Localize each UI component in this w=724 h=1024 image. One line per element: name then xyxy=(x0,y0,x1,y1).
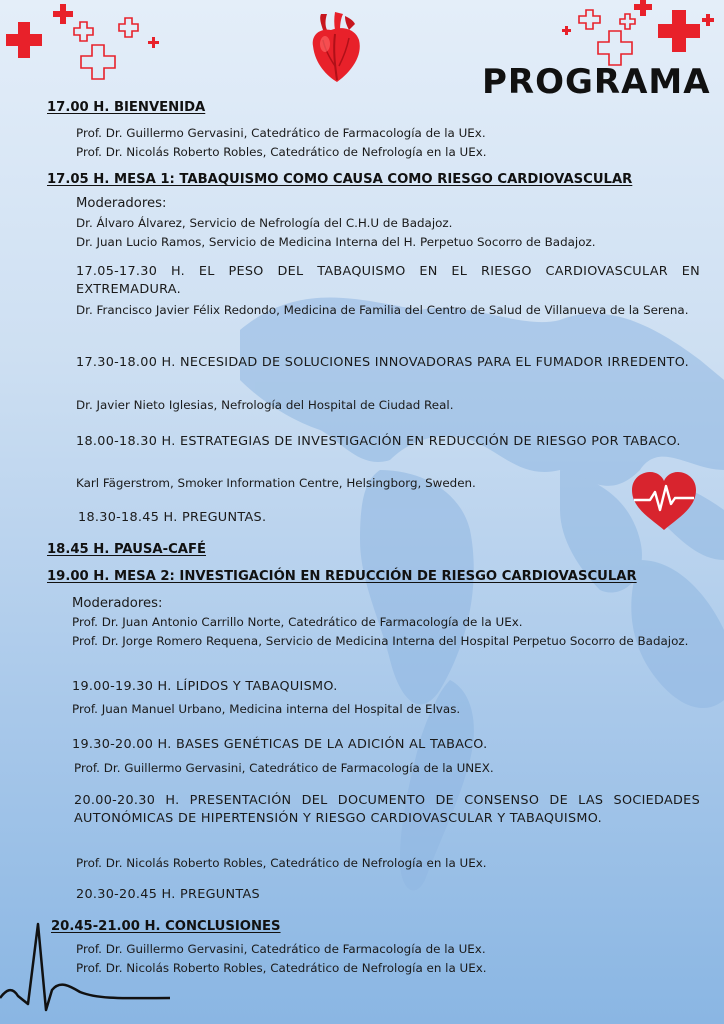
speaker-line: Prof. Dr. Guillermo Gervasini, Catedrático de Farmacología de la UEx. xyxy=(76,126,486,140)
talk-speaker: Prof. Dr. Nicolás Roberto Robles, Catedrático de Nefrología en la UEx. xyxy=(76,856,487,870)
section-heading-mesa-1: 17.05 H. MESA 1: TABAQUISMO COMO CAUSA COMO RIESGO CARDIOVASCULAR xyxy=(47,172,633,187)
moderator-line: Prof. Dr. Juan Antonio Carrillo Norte, Catedrático de Farmacología de la UEx. xyxy=(72,615,523,629)
speaker-line: Prof. Dr. Nicolás Roberto Robles, Catedrático de Nefrología en la UEx. xyxy=(76,961,487,975)
talk-speaker: Dr. Javier Nieto Iglesias, Nefrología del Hospital de Ciudad Real. xyxy=(76,398,454,412)
heart-pulse-icon xyxy=(630,470,698,532)
section-heading-conclusiones: 20.45-21.00 H. CONCLUSIONES xyxy=(51,919,281,934)
section-heading-pausa-cafe: 18.45 H. PAUSA-CAFÉ xyxy=(47,542,206,557)
moderator-line: Dr. Juan Lucio Ramos, Servicio de Medicina Interna del H. Perpetuo Socorro de Badajoz. xyxy=(76,235,596,249)
moderator-line: Prof. Dr. Jorge Romero Requena, Servicio de Medicina Interna del Hospital Perpetuo Socorro de Badajoz. xyxy=(72,634,689,648)
talk-title: 17.05-17.30 H. EL PESO DEL TABAQUISMO EN EL RIESGO CARDIOVASCULAR EN EXTREMADURA. xyxy=(76,264,700,297)
page-title: PROGRAMA xyxy=(482,62,711,102)
talk-title: 18.00-18.30 H. ESTRATEGIAS DE INVESTIGACIÓN EN REDUCCIÓN DE RIESGO POR TABACO. xyxy=(76,434,681,449)
talk-speaker: Prof. Dr. Guillermo Gervasini, Catedrático de Farmacología de la UNEX. xyxy=(74,761,494,775)
talk-speaker: Prof. Juan Manuel Urbano, Medicina interna del Hospital de Elvas. xyxy=(72,702,461,716)
speaker-line: Prof. Dr. Guillermo Gervasini, Catedrático de Farmacología de la UEx. xyxy=(76,942,486,956)
talk-title: 20.30-20.45 H. PREGUNTAS xyxy=(76,887,260,902)
moderators-label: Moderadores: xyxy=(72,596,163,611)
section-heading-mesa-2: 19.00 H. MESA 2: INVESTIGACIÓN EN REDUCCIÓN DE RIESGO CARDIOVASCULAR xyxy=(47,569,637,584)
talk-title: 19.00-19.30 H. LÍPIDOS Y TABAQUISMO. xyxy=(72,679,338,694)
talk-title: 17.30-18.00 H. NECESIDAD DE SOLUCIONES INNOVADORAS PARA EL FUMADOR IRREDENTO. xyxy=(76,355,689,370)
talk-speaker: Karl Fägerstrom, Smoker Information Centre, Helsingborg, Sweden. xyxy=(76,476,476,490)
talk-title: 18.30-18.45 H. PREGUNTAS. xyxy=(78,510,267,525)
anatomical-heart-icon xyxy=(305,10,367,86)
moderators-label: Moderadores: xyxy=(76,196,167,211)
talk-title: 20.00-20.30 H. PRESENTACIÓN DEL DOCUMENTO DE CONSENSO DE LAS SOCIEDADES AUTONÓMICAS DE HIPERTENSIÓN Y RIESGO CARDIOVASCULAR Y TABAQUISMO. xyxy=(74,793,700,826)
talk-speaker: Dr. Francisco Javier Félix Redondo, Medicina de Familia del Centro de Salud de Villanueva de la Serena. xyxy=(76,303,689,317)
moderator-line: Dr. Álvaro Álvarez, Servicio de Nefrología del C.H.U de Badajoz. xyxy=(76,216,453,230)
talk-title: 19.30-20.00 H. BASES GENÉTICAS DE LA ADICIÓN AL TABACO. xyxy=(72,737,488,752)
section-heading-bienvenida: 17.00 H. BIENVENIDA xyxy=(47,100,206,115)
speaker-line: Prof. Dr. Nicolás Roberto Robles, Catedrático de Nefrología en la UEx. xyxy=(76,145,487,159)
